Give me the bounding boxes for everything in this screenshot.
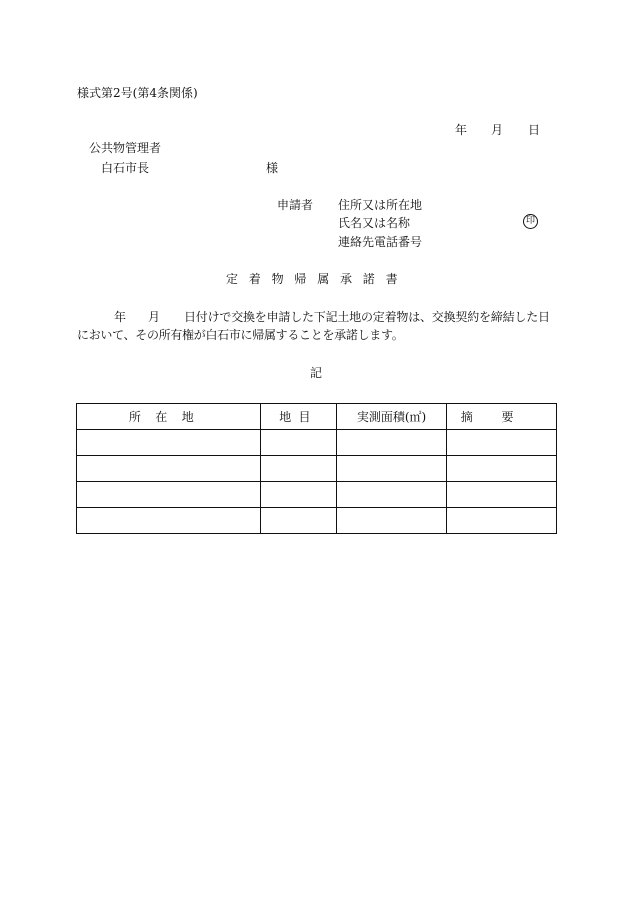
table-cell[interactable]	[447, 456, 557, 482]
date-month-label: 月	[491, 123, 504, 137]
table-cell[interactable]	[447, 508, 557, 534]
land-table	[76, 403, 557, 534]
table-row	[77, 456, 557, 482]
table-row	[77, 430, 557, 456]
table-cell[interactable]	[337, 482, 447, 508]
table-cell[interactable]	[261, 456, 337, 482]
header-remarks: 摘要	[447, 404, 557, 430]
applicant-address-label: 住所又は所在地	[338, 198, 423, 212]
date-year-label: 年	[455, 123, 468, 137]
table-cell[interactable]	[261, 508, 337, 534]
table-cell[interactable]	[77, 456, 261, 482]
header-location: 所在地	[77, 404, 261, 430]
table-cell[interactable]	[77, 508, 261, 534]
addressee-title: 公共物管理者	[89, 141, 162, 155]
header-measured-area: 実測面積(㎡)	[337, 404, 447, 430]
applicant-label: 申請者	[277, 198, 314, 212]
table-cell[interactable]	[77, 430, 261, 456]
addressee-name: 白石市長	[101, 161, 150, 175]
table-cell[interactable]	[77, 482, 261, 508]
applicant-phone-label: 連絡先電話番号	[338, 235, 423, 249]
body-year-label: 年	[114, 310, 127, 324]
seal-mark-icon: 印	[523, 214, 538, 229]
body-line-2: において、その所有権が白石市に帰属することを承諾します。	[77, 328, 404, 342]
body-line-1: 日付けで交換を申請した下記土地の定着物は、交換契約を締結した日	[184, 310, 550, 324]
table-row	[77, 508, 557, 534]
ki-heading: 記	[310, 366, 323, 380]
header-land-category: 地目	[261, 404, 337, 430]
body-month-label: 月	[148, 310, 161, 324]
applicant-name-label: 氏名又は名称	[338, 216, 411, 230]
form-number: 様式第2号(第4条関係)	[77, 86, 198, 100]
document-title: 定着物帰属承諾書	[226, 272, 409, 286]
addressee-honorific: 様	[266, 161, 279, 175]
table-cell[interactable]	[261, 430, 337, 456]
table-cell[interactable]	[447, 482, 557, 508]
table-cell[interactable]	[447, 430, 557, 456]
table-cell[interactable]	[261, 482, 337, 508]
table-cell[interactable]	[337, 456, 447, 482]
table-cell[interactable]	[337, 508, 447, 534]
table-row	[77, 482, 557, 508]
table-header-row	[77, 404, 557, 430]
date-day-label: 日	[528, 123, 541, 137]
table-cell[interactable]	[337, 430, 447, 456]
